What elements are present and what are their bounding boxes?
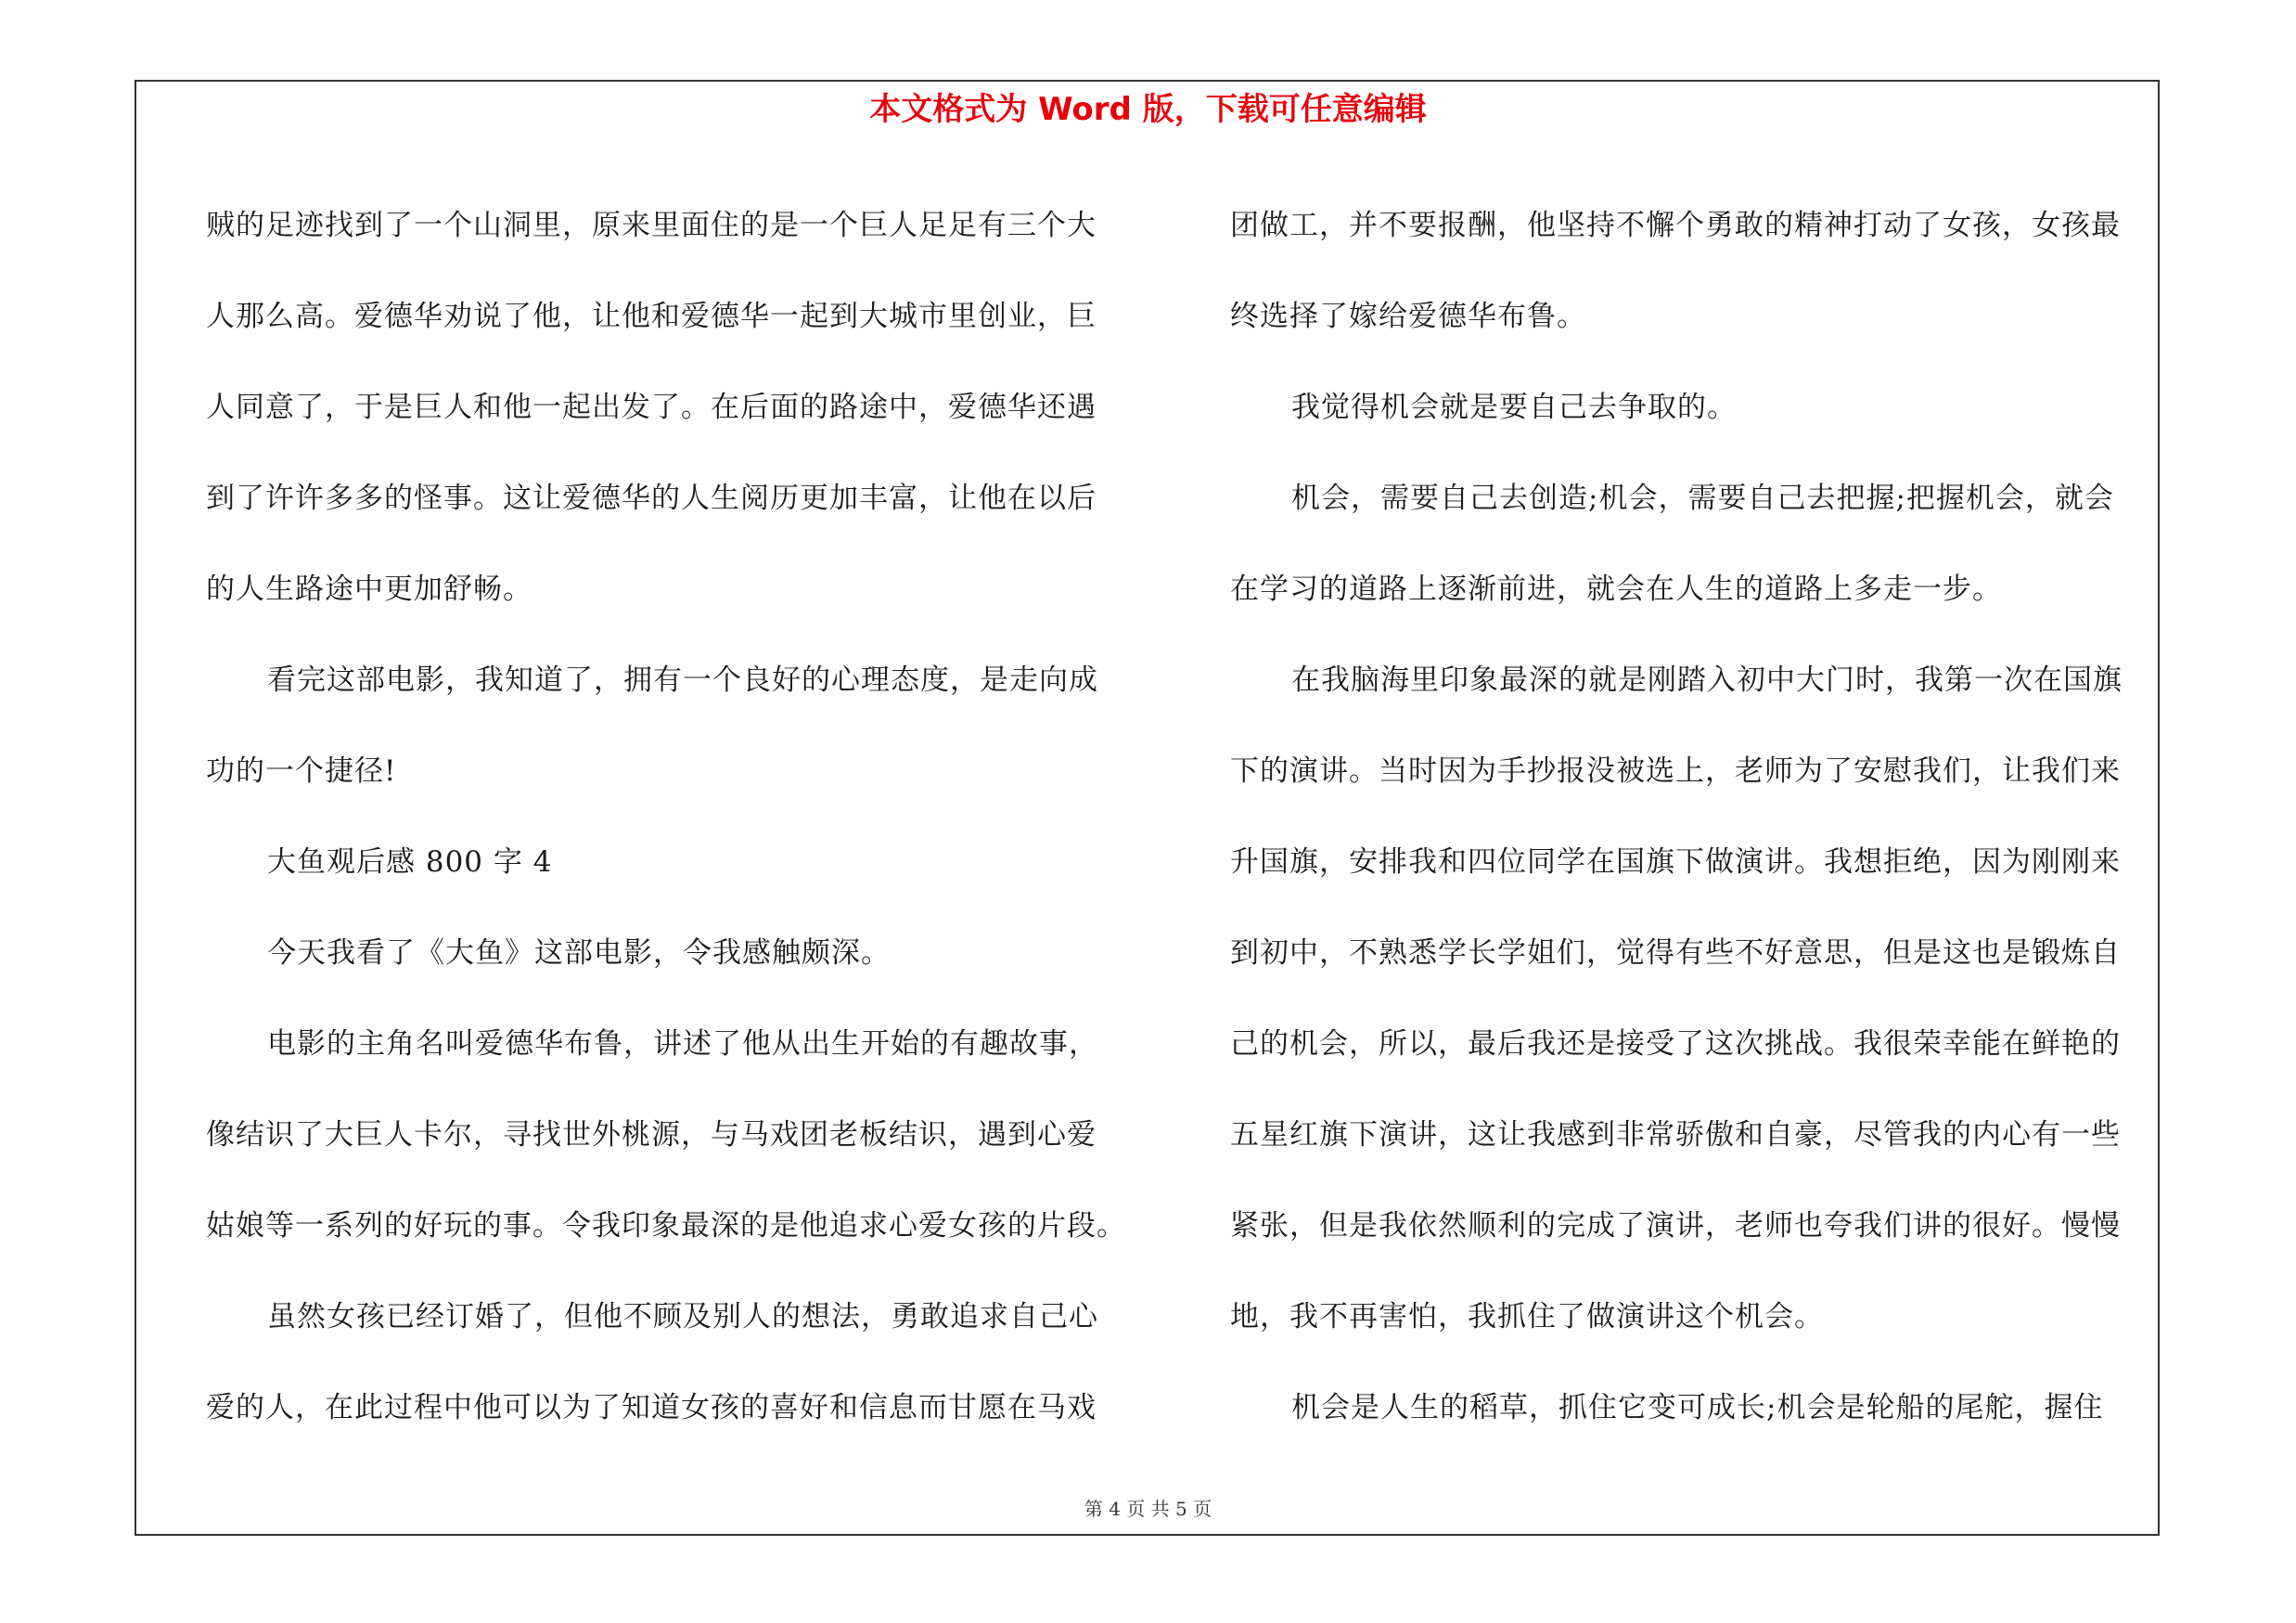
text-line: 团做工，并不要报酬，他坚持不懈个勇敢的精神打动了女孩，女孩最: [1230, 209, 2121, 242]
text-line: 终选择了嫁给爱德华布鲁。: [1230, 300, 1586, 333]
text-line: 电影的主角名叫爱德华布鲁，讲述了他从出生开始的有趣故事，: [267, 1027, 1098, 1061]
text-line: 人那么高。爱德华劝说了他，让他和爱德华一起到大城市里创业，巨: [206, 300, 1097, 333]
text-line: 五星红旗下演讲，这让我感到非常骄傲和自豪，尽管我的内心有一些: [1230, 1118, 2121, 1152]
text-line: 紧张，但是我依然顺利的完成了演讲，老师也夸我们讲的很好。慢慢: [1230, 1209, 2121, 1243]
text-line: 像结识了大巨人卡尔，寻找世外桃源，与马戏团老板结识，遇到心爱: [206, 1118, 1097, 1152]
text-line: 升国旗，安排我和四位同学在国旗下做演讲。我想拒绝，因为刚刚来: [1230, 845, 2121, 879]
text-line: 虽然女孩已经订婚了，但他不顾及别人的想法，勇敢追求自己心: [267, 1300, 1098, 1333]
text-line: 机会是人生的稻草，抓住它变可成长;机会是轮船的尾舵，握住: [1291, 1391, 2104, 1424]
right-column: [1230, 180, 2158, 1453]
text-line: 的人生路途中更加舒畅。: [206, 573, 532, 606]
text-line: 下的演讲。当时因为手抄报没被选上，老师为了安慰我们，让我们来: [1230, 754, 2121, 788]
text-line: 姑娘等一系列的好玩的事。令我印象最深的是他追求心爱女孩的片段。: [206, 1209, 1126, 1243]
text-line: 爱的人，在此过程中他可以为了知道女孩的喜好和信息而甘愿在马戏: [206, 1391, 1097, 1424]
text-line: 到了许许多多的怪事。这让爱德华的人生阅历更加丰富，让他在以后: [206, 482, 1097, 515]
text-line: 我觉得机会就是要自己去争取的。: [1291, 391, 1737, 424]
left-column: [206, 180, 1134, 1453]
text-line: 到初中，不熟悉学长学姐们，觉得有些不好意思，但是这也是锻炼自: [1230, 936, 2121, 970]
text-line: 机会，需要自己去创造;机会，需要自己去把握;把握机会，就会: [1291, 482, 2114, 515]
text-line: 在我脑海里印象最深的就是刚踏入初中大门时，我第一次在国旗: [1291, 663, 2123, 697]
text-line: 贼的足迹找到了一个山洞里，原来里面住的是一个巨人足足有三个大: [206, 209, 1097, 242]
section-heading: 大鱼观后感 800 字 4: [267, 845, 553, 879]
text-line: 功的一个捷径!: [206, 754, 397, 788]
format-banner: 本文格式为 Word 版，下载可任意编辑: [869, 91, 1427, 128]
text-line: 在学习的道路上逐渐前进，就会在人生的道路上多走一步。: [1230, 573, 2002, 606]
text-line: 地，我不再害怕，我抓住了做演讲这个机会。: [1230, 1300, 1824, 1333]
text-line: 今天我看了《大鱼》这部电影，令我感触颇深。: [267, 936, 891, 970]
text-line: 人同意了，于是巨人和他一起出发了。在后面的路途中，爱德华还遇: [206, 391, 1097, 424]
page-number: 第 4 页 共 5 页: [1084, 1498, 1212, 1520]
text-line: 看完这部电影，我知道了，拥有一个良好的心理态度，是走向成: [267, 663, 1098, 697]
text-line: 己的机会，所以，最后我还是接受了这次挑战。我很荣幸能在鲜艳的: [1230, 1027, 2121, 1061]
